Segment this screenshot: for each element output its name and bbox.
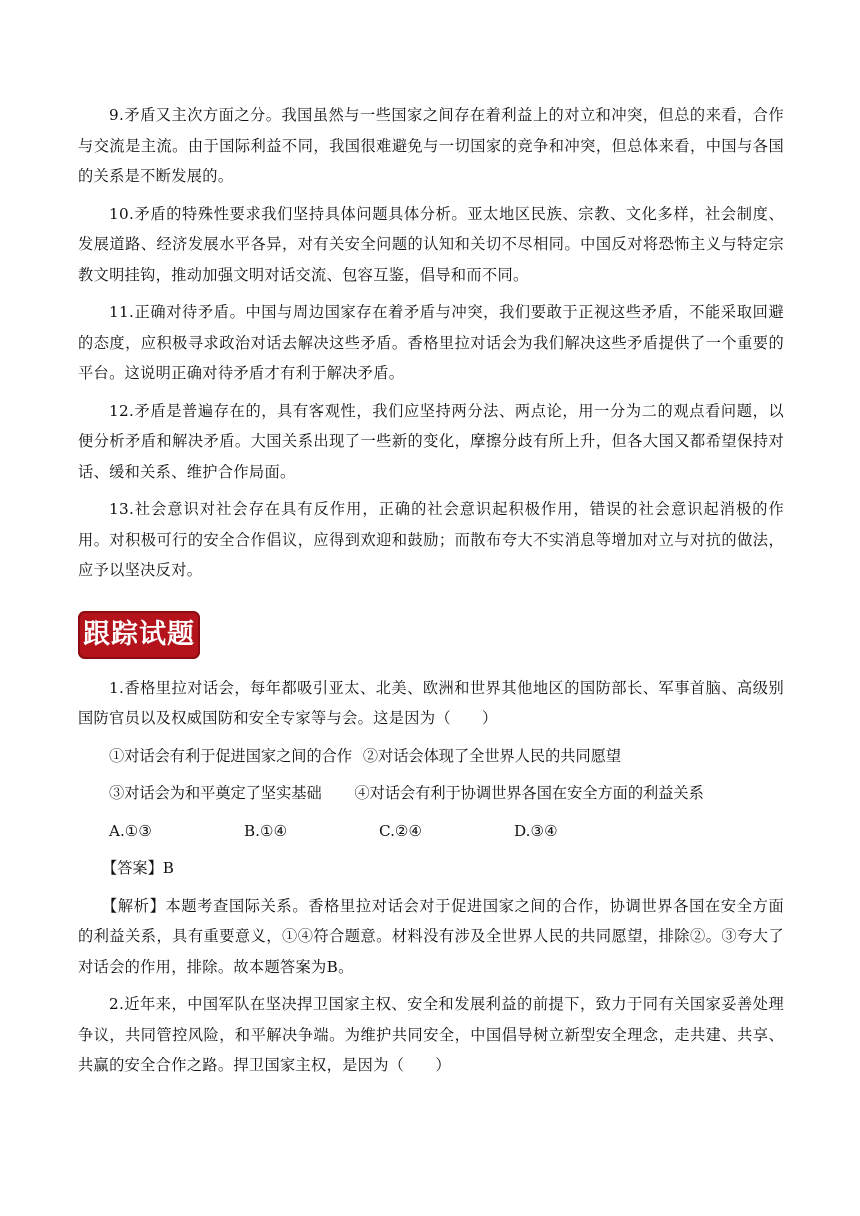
point-9: 9.矛盾又主次方面之分。我国虽然与一些国家之间存在着利益上的对立和冲突，但总的来看，合作与交流是主流。由于国际利益不同，我国很难避免与一切国家的竞争和冲突，但总体来看，中国与各国的关系是不断发展的。 bbox=[78, 106, 784, 185]
section-banner-follow-up-questions: 跟踪试题 bbox=[78, 611, 200, 659]
document-page bbox=[78, 100, 784, 1088]
statement-1: ①对话会有利于促进国家之间的合作 bbox=[109, 746, 352, 765]
point-13: 13.社会意识对社会存在具有反作用，正确的社会意识起积极作用，错误的社会意识起消极的作用。对积极可行的安全合作倡议，应得到欢迎和鼓励；而散布夸大不实消息等增加对立与对抗的做法，应予以坚决反对。 bbox=[78, 500, 784, 579]
statement-3: ③对话会为和平奠定了坚实基础 bbox=[109, 784, 322, 802]
point-10: 10.矛盾的特殊性要求我们坚持具体问题具体分析。亚太地区民族、宗教、文化多样，社会制度、发展道路、经济发展水平各异，对有关安全问题的认知和关切不尽相同。中国反对将恐怖主义与特定宗教文明挂钩，推动加强文明对话交流、包容互鉴，倡导和而不同。 bbox=[78, 204, 784, 284]
option-b: B.①④ bbox=[244, 821, 288, 840]
question-1-answer: 【答案】B bbox=[102, 859, 174, 877]
question-1-statements-row-1 bbox=[78, 741, 784, 772]
point-11: 11.正确对待矛盾。中国与周边国家存在着矛盾与冲突，我们要敢于正视这些矛盾，不能采取回避的态度，应积极寻求政治对话去解决这些矛盾。香格里拉对话会为我们解决这些矛盾提供了一个重要的平台。这说明正确对待矛盾才有利于解决矛盾。 bbox=[78, 303, 784, 382]
question-1-stem: 1.香格里拉对话会，每年都吸引亚太、北美、欧洲和世界其他地区的国防部长、军事首脑、高级别国防官员以及权威国防和安全专家等与会。这是因为（ ） bbox=[78, 678, 784, 727]
question-2-stem: 2.近年来，中国军队在坚决捍卫国家主权、安全和发展利益的前提下，致力于同有关国家妥善处理争议，共同管控风险，和平解决争端。为维护共同安全，中国倡导树立新型安全理念，走共建、共享、共赢的安全合作之路。捍卫国家主权，是因为（ ） bbox=[78, 995, 784, 1074]
option-d: D.③④ bbox=[514, 821, 558, 840]
option-c: C.②④ bbox=[379, 821, 423, 840]
statement-4: ④对话会有利于协调世界各国在安全方面的利益关系 bbox=[354, 784, 704, 802]
question-1-options bbox=[78, 816, 784, 847]
option-a: A.①③ bbox=[109, 821, 153, 840]
point-12: 12.矛盾是普遍存在的，具有客观性，我们应坚持两分法、两点论，用一分为二的观点看问题，以便分析矛盾和解决矛盾。大国关系出现了一些新的变化，摩擦分歧有所上升，但各大国又都希望保持对话、缓和关系、维护合作局面。 bbox=[78, 401, 784, 481]
question-1-statements-row-2 bbox=[78, 778, 784, 809]
statement-2: ②对话会体现了全世界人民的共同愿望 bbox=[362, 746, 622, 765]
question-1-analysis: 【解析】本题考查国际关系。香格里拉对话会对于促进国家之间的合作，协调世界各国在安全方面的利益关系，具有重要意义，①④符合题意。材料没有涉及全世界人民的共同愿望，排除②。③夸大了对话会的作用，排除。故本题答案为B。 bbox=[78, 896, 784, 976]
